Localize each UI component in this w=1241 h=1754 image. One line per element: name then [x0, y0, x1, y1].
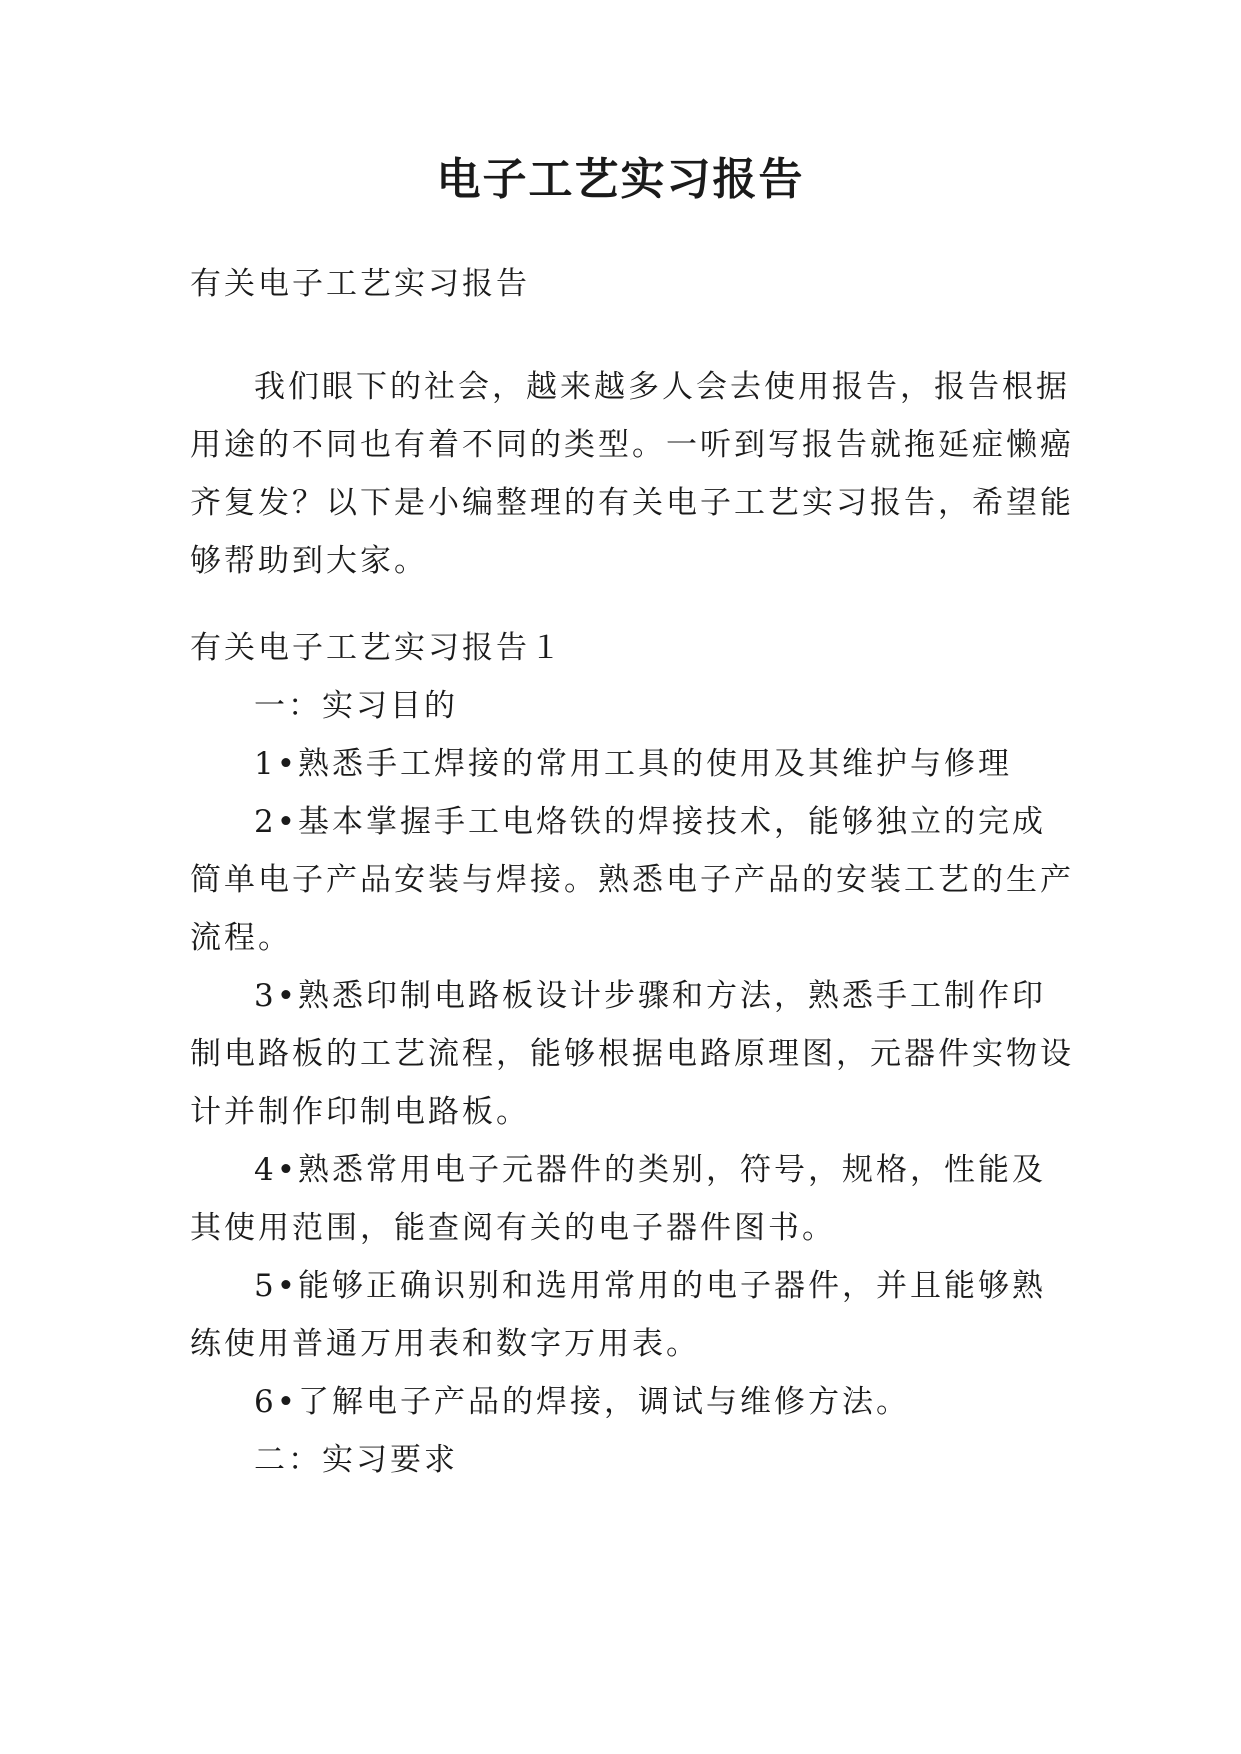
purpose-item-6: 6•了解电子产品的焊接，调试与维修方法。 — [254, 1384, 911, 1420]
purpose-item-2-cont-2: 流程。 — [190, 920, 292, 956]
intro-line-4: 够帮助到大家。 — [190, 543, 428, 579]
purpose-item-2-cont-1: 简单电子产品安装与焊接。熟悉电子产品的安装工艺的生产 — [190, 862, 1074, 898]
intro-line-3: 齐复发？以下是小编整理的有关电子工艺实习报告，希望能 — [190, 485, 1074, 521]
purpose-item-3: 3•熟悉印制电路板设计步骤和方法，熟悉手工制作印 — [254, 978, 1047, 1014]
subtitle-line: 有关电子工艺实习报告 — [190, 266, 530, 302]
purpose-item-4-cont: 其使用范围，能查阅有关的电子器件图书。 — [190, 1210, 836, 1246]
document-title: 电子工艺实习报告 — [436, 154, 805, 205]
purpose-item-1: 1•熟悉手工焊接的常用工具的使用及其维护与修理 — [254, 746, 1013, 782]
intro-line-2: 用途的不同也有着不同的类型。一听到写报告就拖延症懒癌 — [190, 427, 1074, 463]
purpose-item-4: 4•熟悉常用电子元器件的类别，符号，规格，性能及 — [254, 1152, 1047, 1188]
part-heading-purpose: 一：实习目的 — [254, 688, 458, 724]
document-subtitle — [190, 255, 1055, 313]
purpose-item-2: 2•基本掌握手工电烙铁的焊接技术，能够独立的完成 — [254, 804, 1047, 840]
purpose-item-5-cont: 练使用普通万用表和数字万用表。 — [190, 1326, 700, 1362]
purpose-item-5: 5•能够正确识别和选用常用的电子器件，并且能够熟 — [254, 1268, 1047, 1304]
part-heading-requirements: 二：实习要求 — [254, 1442, 458, 1478]
intro-line-1: 我们眼下的社会，越来越多人会去使用报告，报告根据 — [254, 369, 1070, 405]
purpose-item-3-cont-1: 制电路板的工艺流程，能够根据电路原理图，元器件实物设 — [190, 1036, 1074, 1072]
purpose-item-3-cont-2: 计并制作印制电路板。 — [190, 1094, 530, 1130]
report-section-1 — [190, 619, 1074, 1489]
section-heading: 有关电子工艺实习报告１ — [190, 630, 564, 666]
intro-paragraph — [190, 358, 1074, 590]
